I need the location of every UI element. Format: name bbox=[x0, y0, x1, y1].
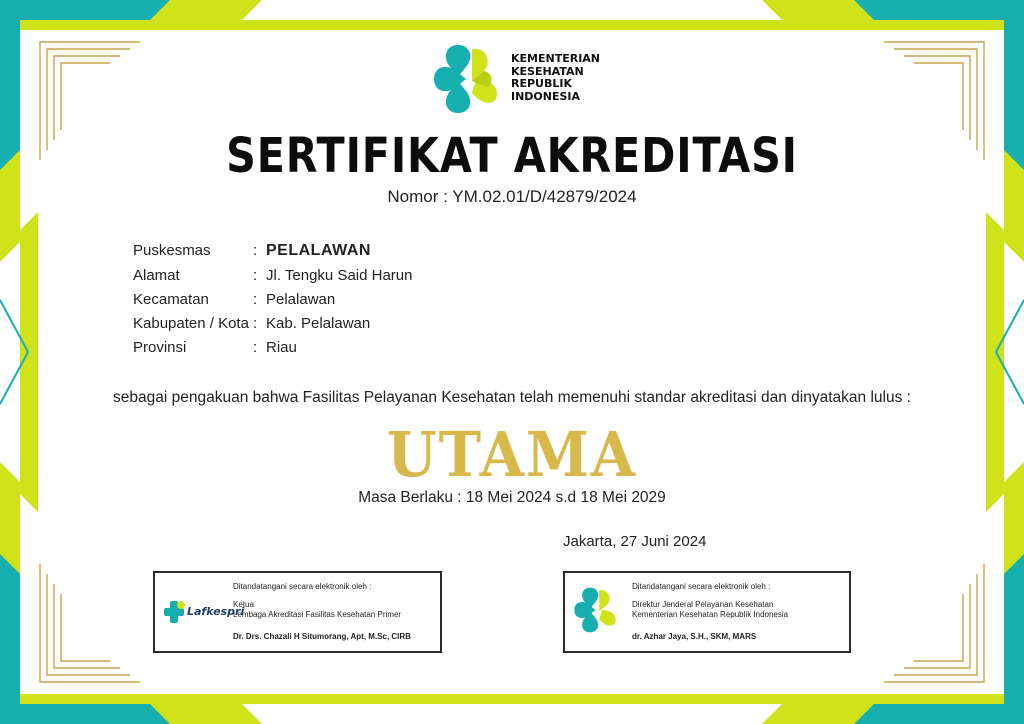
logo-line: KESEHATAN bbox=[511, 64, 584, 78]
facility-row bbox=[133, 315, 733, 339]
field-value: Kab. Pelalawan bbox=[266, 315, 371, 332]
logo-line: REPUBLIK bbox=[511, 77, 572, 90]
accreditation-grade: UTAMA bbox=[387, 418, 637, 491]
accreditation-statement: sebagai pengakuan bahwa Fasilitas Pelayanan Kesehatan telah memenuhi standar akreditasi dan dinyatakan lulus : bbox=[113, 389, 911, 406]
field-label: Kecamatan bbox=[133, 291, 209, 308]
field-separator: : bbox=[253, 242, 258, 259]
field-label: Puskesmas bbox=[133, 242, 211, 259]
field-separator: : bbox=[253, 291, 258, 308]
certificate-number: Nomor : YM.02.01/D/42879/2024 bbox=[387, 187, 637, 206]
facility-row bbox=[133, 339, 733, 363]
kemenkes-logo-icon bbox=[432, 43, 502, 115]
field-value: Jl. Tengku Said Harun bbox=[266, 267, 413, 284]
field-label: Kabupaten / Kota bbox=[133, 315, 249, 332]
signature-heading: Ditandatangani secara elektronik oleh : bbox=[233, 582, 372, 591]
logo-line: INDONESIA bbox=[511, 89, 581, 103]
signature-role: Ketua bbox=[233, 600, 254, 609]
facility-row bbox=[133, 291, 733, 315]
field-label: Alamat bbox=[133, 267, 180, 284]
facility-row bbox=[133, 267, 733, 291]
field-separator: : bbox=[253, 339, 258, 356]
signature-role: Direktur Jenderal Pelayanan Kesehatan bbox=[632, 600, 774, 609]
kemenkes-wordmark bbox=[511, 53, 600, 103]
logo-line: KEMENTERIAN bbox=[511, 52, 601, 65]
signature-role: Lembaga Akreditasi Fasilitas Kesehatan Primer bbox=[233, 610, 402, 619]
field-label: Provinsi bbox=[133, 339, 187, 356]
signature-heading: Ditandatangani secara elektronik oleh : bbox=[632, 582, 771, 591]
signature-box-lafkespri bbox=[153, 571, 442, 653]
frame-lime-band-bottom bbox=[20, 694, 1004, 704]
facility-row bbox=[133, 242, 733, 266]
validity-period: Masa Berlaku : 18 Mei 2024 s.d 18 Mei 2029 bbox=[358, 489, 666, 506]
signature-box-kemenkes bbox=[563, 571, 851, 653]
kemenkes-logo-icon bbox=[573, 585, 619, 635]
field-separator: : bbox=[253, 267, 258, 284]
field-separator: : bbox=[253, 315, 258, 332]
field-value: Riau bbox=[266, 339, 297, 356]
place-date: Jakarta, 27 Juni 2024 bbox=[563, 533, 707, 550]
signatory-name: dr. Azhar Jaya, S.H., SKM, MARS bbox=[632, 632, 757, 641]
signature-role: Kementerian Kesehatan Republik Indonesia bbox=[632, 610, 789, 619]
signatory-name: Dr. Drs. Chazali H Situmorang, Apt, M.Sc, CIRB bbox=[233, 632, 411, 641]
certificate-title: SERTIFIKAT AKREDITASI bbox=[226, 128, 798, 184]
field-value: PELALAWAN bbox=[266, 242, 371, 259]
field-value: Pelalawan bbox=[266, 291, 336, 308]
lafkespri-wordmark: Lafkespri bbox=[187, 605, 245, 618]
frame-lime-band-top bbox=[20, 20, 1004, 30]
